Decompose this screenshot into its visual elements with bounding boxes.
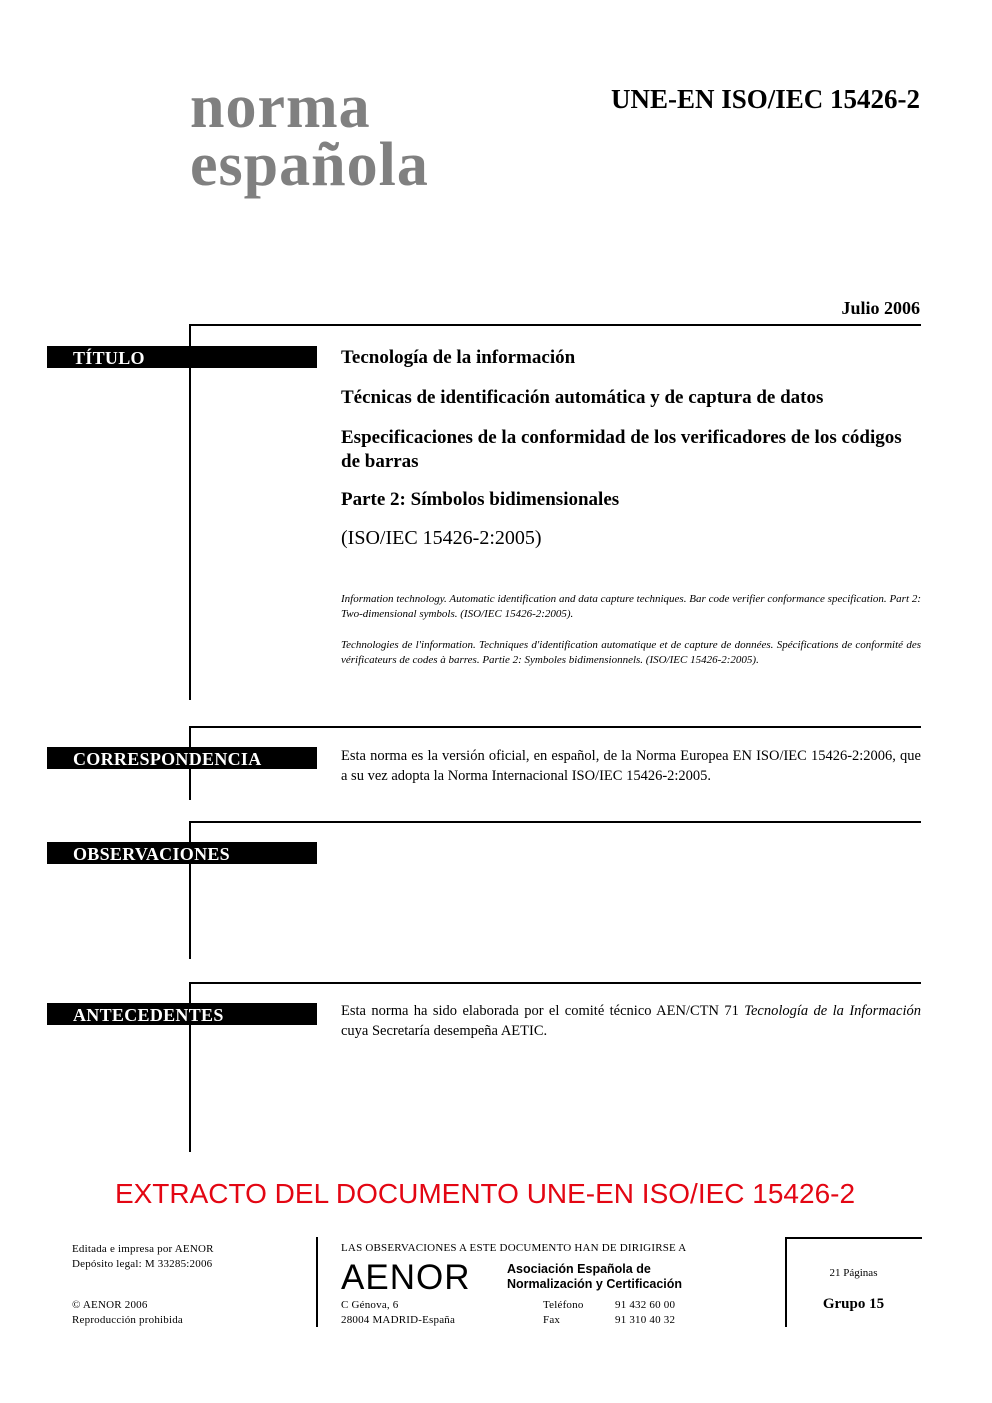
vertical-rule [189,324,191,700]
divider [189,726,921,728]
aenor-logo: AENOR [341,1258,471,1297]
title-line-4: Parte 2: Símbolos bidimensionales [341,489,620,510]
title-iso: (ISO/IEC 15426-2:2005) [341,527,542,549]
footer-deposito: Depósito legal: M 33285:2006 [72,1258,213,1270]
antecedentes-text-a: Esta norma ha sido elaborada por el comité técnico AEN/CTN 71 [341,1003,745,1019]
footer-reproduccion: Reproducción prohibida [72,1314,184,1326]
brand-line1: norma [190,73,371,141]
fax-value: 91 310 40 32 [615,1314,676,1326]
document-date: Julio 2006 [841,298,920,318]
address-line2: 28004 MADRID-España [341,1314,456,1326]
antecedentes-text [341,1001,921,1041]
correspondencia-text: Esta norma es la versión oficial, en español, de la Norma Europea EN ISO/IEC 15426-2:2006, que a su vez adopta la Norma Internacional ISO/IEC 15426-2:2005. [341,748,921,784]
fax-label: Fax [543,1314,561,1326]
footer-address [341,1298,455,1328]
divider [189,324,921,326]
extract-banner: EXTRACTO DEL DOCUMENTO UNE-EN ISO/IEC 15426-2 [114,1178,856,1209]
telefono-value: 91 432 60 00 [615,1299,676,1311]
footer-observaciones-note: LAS OBSERVACIONES A ESTE DOCUMENTO HAN DE DIRIGIRSE A [341,1242,687,1254]
title-french: Technologies de l'information. Techniques d'identification automatique et de capture de données. Spécifications de conformité des vérificateurs de codes à barres. Partie 2: Symboles bidimensionnels. (ISO/IEC 15426-2:2005). [341,639,921,666]
footer-copyright-block [72,1298,183,1328]
title-line-3: Especificaciones de la conformidad de los verificadores de los códigos de barras [341,427,902,472]
footer-edited: Editada e impresa por AENOR [72,1243,214,1255]
footer-contact-labels [543,1298,584,1328]
pages-box-left [785,1237,787,1327]
footer-contact-values [615,1298,675,1328]
aenor-subtitle-line2: Normalización y Certificación [507,1277,683,1291]
title-block [341,346,921,668]
aenor-subtitle [507,1262,682,1292]
antecedentes-text-b: cuya Secretaría desempeña AETIC. [341,1023,548,1039]
address-line1: C Génova, 6 [341,1299,399,1311]
section-label-observaciones: OBSERVACIONES [47,842,317,864]
divider [189,821,921,823]
antecedentes-committee-name: Tecnología de la Información [744,1003,922,1019]
footer-copyright: © AENOR 2006 [72,1299,148,1311]
divider [189,982,921,984]
grupo: Grupo 15 [822,1296,885,1312]
brand-line2: española [190,131,429,199]
section-label-correspondencia: CORRESPONDENCIA [47,747,317,769]
telefono-label: Teléfono [543,1299,584,1311]
footer-edition [72,1242,214,1272]
title-line-1: Tecnología de la información [341,347,576,368]
title-english: Information technology. Automatic identification and data capture techniques. Bar code verifier conformance specification. Part 2: Two-dimensional symbols. (ISO/IEC 15426-2:2005). [341,593,921,620]
section-label-titulo: TÍTULO [47,346,317,368]
aenor-subtitle-line1: Asociación Española de [507,1262,651,1276]
section-label-antecedentes: ANTECEDENTES [47,1003,317,1025]
pages-box-top [785,1237,922,1239]
brand-logo [190,73,429,199]
document-code: UNE-EN ISO/IEC 15426-2 [610,84,920,114]
footer-divider [316,1237,318,1327]
page-count: 21 Páginas [829,1267,878,1279]
title-line-2: Técnicas de identificación automática y de captura de datos [341,387,824,408]
